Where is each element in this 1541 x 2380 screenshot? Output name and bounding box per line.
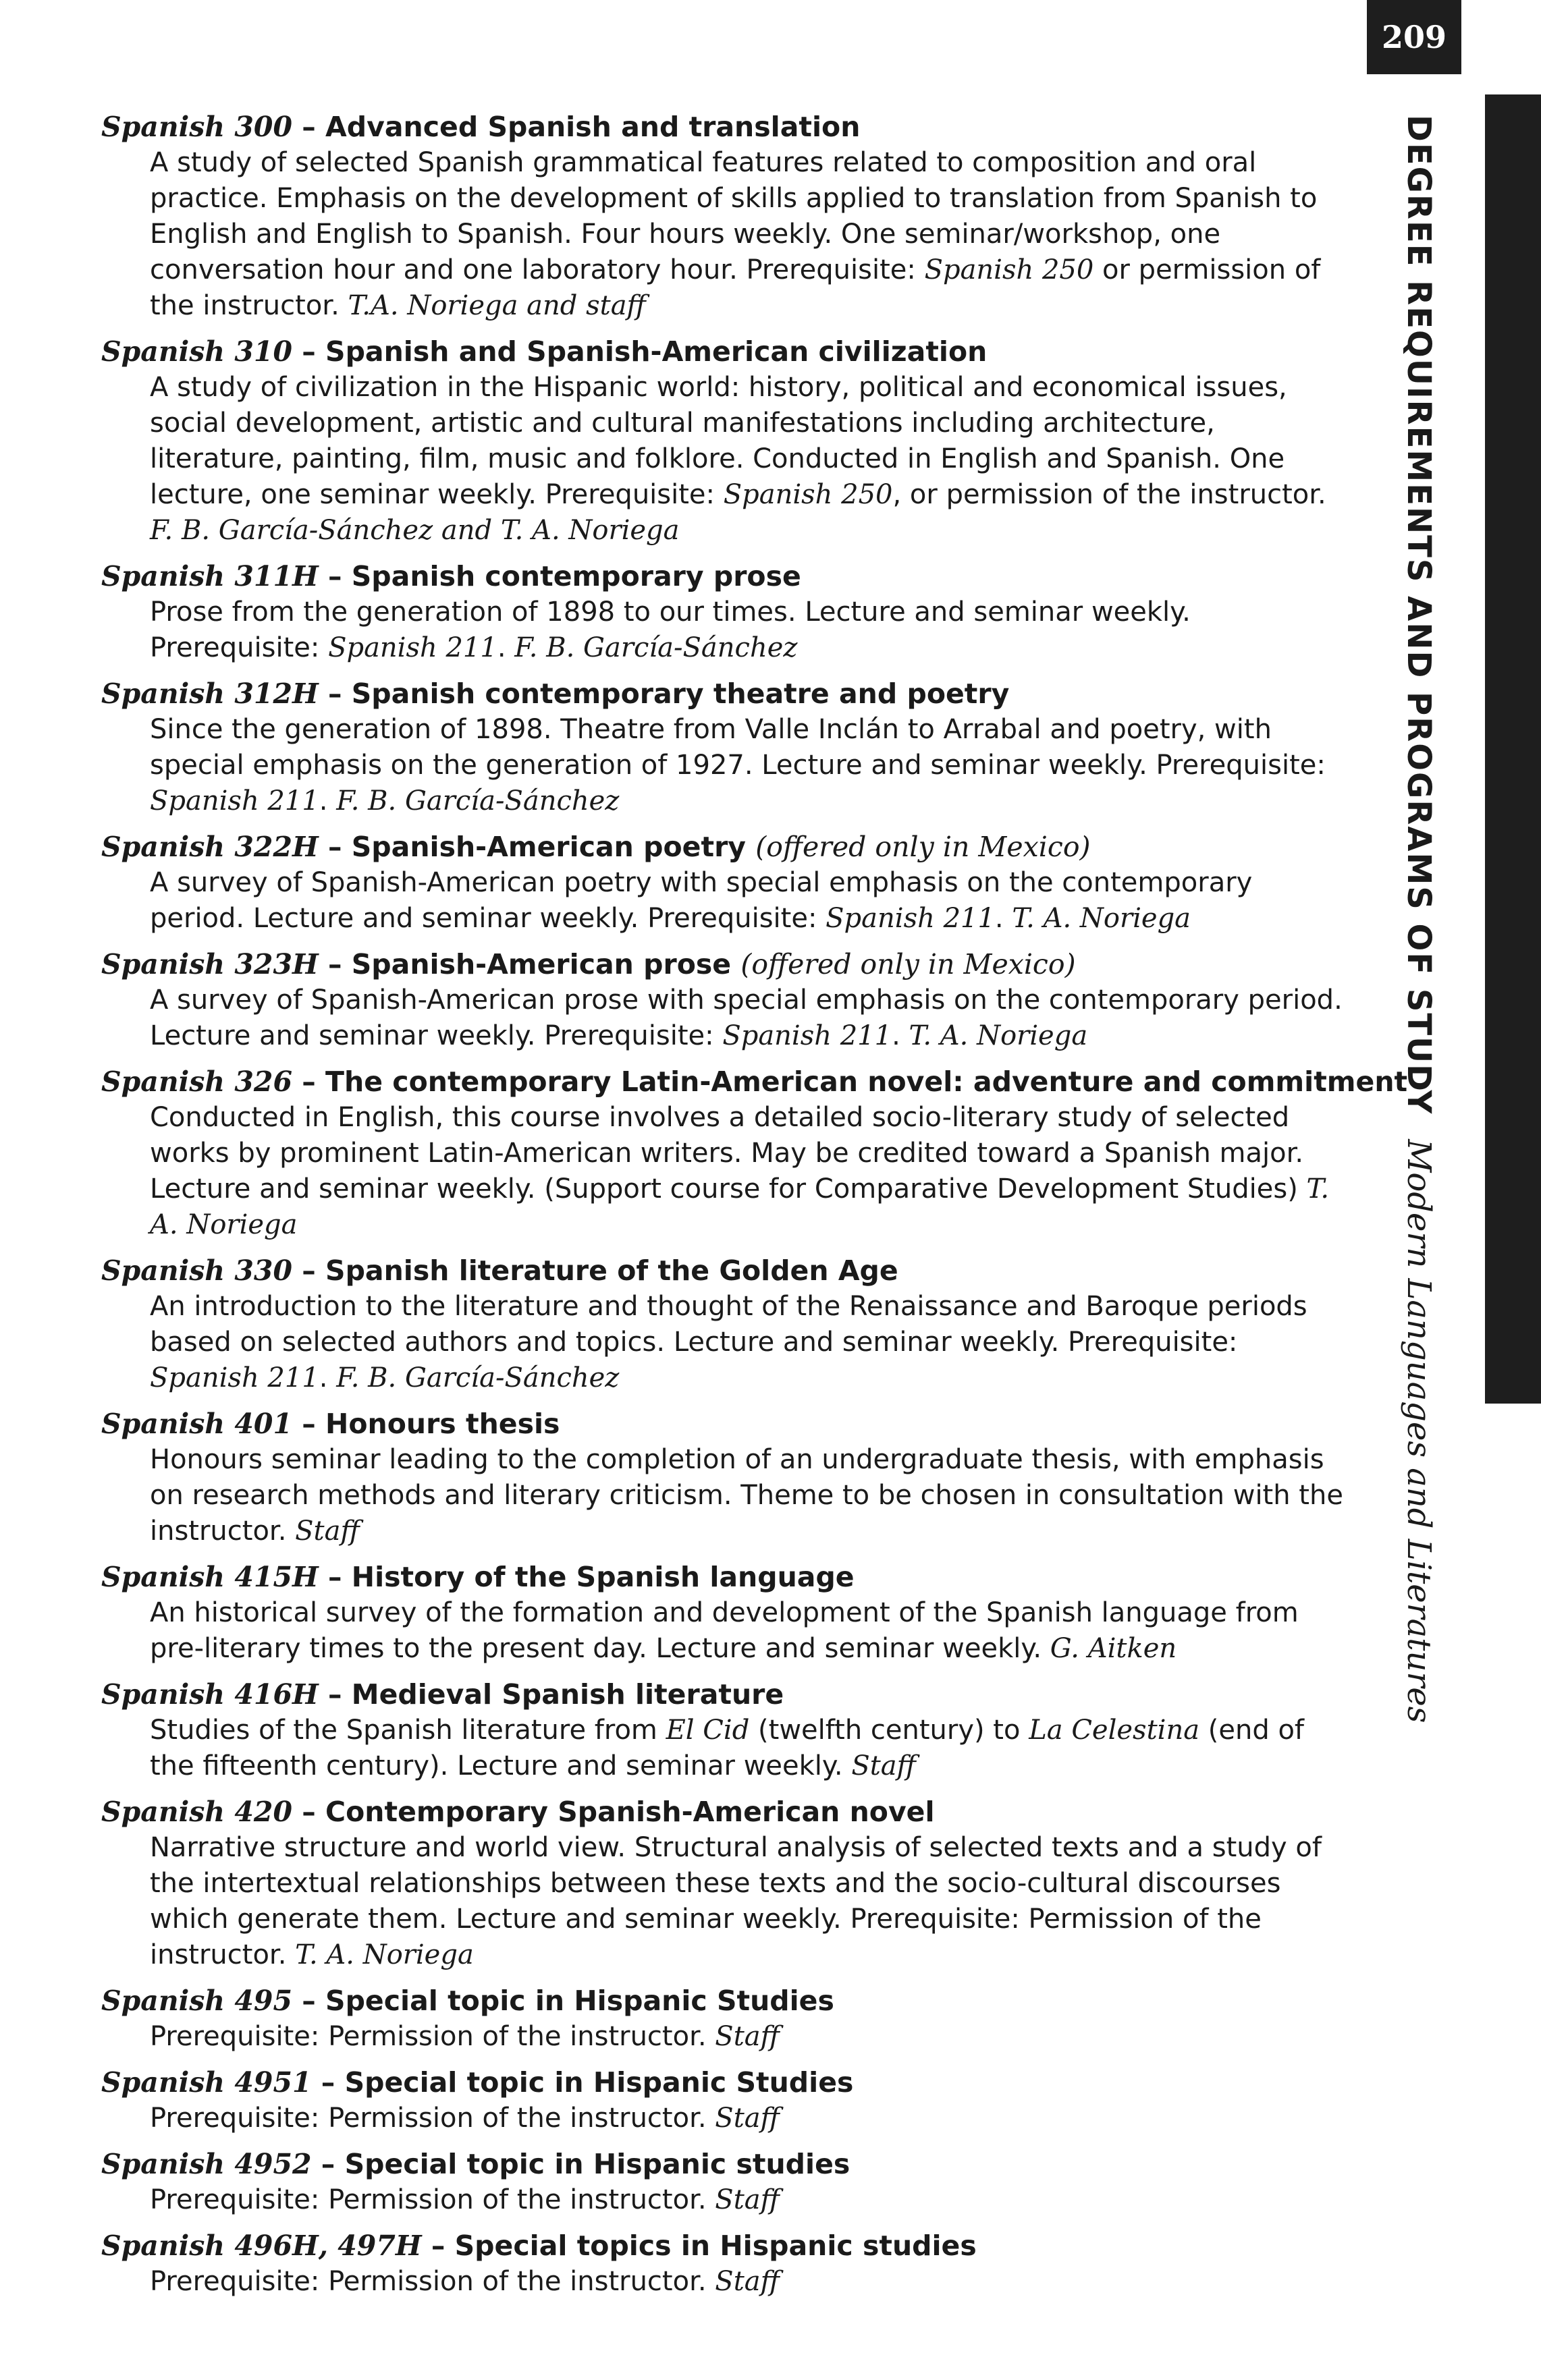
side-section-bar [1485,94,1541,1404]
course-separator: – [318,948,352,980]
course-instructor: Staff [851,1750,916,1781]
course-description [101,1100,1350,1243]
course-prerequisite: Spanish 211 [150,1362,319,1393]
course-separator: – [421,2230,455,2262]
course-prerequisite: Spanish 250 [924,254,1094,285]
course-code: Spanish 495 [101,1985,292,2017]
course-instructor: T. A. Noriega [295,1939,474,1970]
course-description-text: Honours seminar leading to the completion of an undergraduate thesis, with emphasis on research methods and literary criticism. Theme to be chosen in consultation with the instructor. [150,1444,1343,1547]
course-description-text: Since the generation of 1898. Theatre from Valle Inclán to Arrabal and poetry, with special emphasis on the generation of 1927. Lecture and seminar weekly. Prerequisite: [150,714,1326,781]
course-title: Advanced Spanish and translation [325,111,861,143]
work-title-la-celestina: La Celestina [1029,1715,1200,1746]
course-heading [101,676,1350,712]
course-instructor: Staff [715,2021,780,2052]
page-number: 209 [1367,0,1461,74]
course-title: Special topic in Hispanic Studies [325,1985,834,2017]
course-description-text-cont: or permission of the instructor. [150,254,1321,321]
course-code: Spanish 401 [101,1408,292,1440]
course-description-text: Conducted in English, this course involves a detailed socio-literary study of selected works by prominent Latin-American writers. May be credited toward a Spanish major. Lecture and seminar weekly. (Support course for Comparative Development Studies) [150,1102,1307,1205]
course-entry-spanish-310 [101,334,1350,549]
course-entry-spanish-4952 [101,2147,1350,2218]
course-instructor: Staff [715,2184,780,2215]
course-code: Spanish 4951 [101,2066,312,2099]
course-title: Spanish contemporary theatre and poetry [351,677,1010,710]
course-description [101,1289,1350,1396]
course-heading [101,829,1350,865]
course-instructor: T.A. Noriega and staff [348,290,646,321]
course-heading [101,1677,1350,1713]
course-description [101,594,1350,666]
course-entry-spanish-416h [101,1677,1350,1784]
course-description [101,865,1350,937]
course-description-text: An introduction to the literature and thought of the Renaissance and Baroque periods based on selected authors and topics. Lecture and seminar weekly. Prerequisite: [150,1291,1307,1358]
course-description-text: Narrative structure and world view. Structural analysis of selected texts and a study of the intertextual relationships between these texts and the socio-cultural discourses which generate them. Lecture and seminar weekly. Prerequisite: Permission of the instructor. [150,1832,1322,1970]
course-description [101,145,1350,324]
course-prerequisite: Spanish 211 [722,1020,892,1051]
course-entry-spanish-300 [101,109,1350,324]
course-description-text: A study of selected Spanish grammatical features related to composition and oral practice. Emphasis on the development of skills applied to translation from Spanish to English and English to Spanish. Four hours weekly. One seminar/workshop, one conversation hour and one laboratory hour. Prerequisite: [150,147,1318,285]
course-offering-note: (offered only in Mexico) [755,831,1091,863]
course-description [101,1713,1350,1784]
side-section-heading [1400,115,1438,1723]
course-entry-spanish-330 [101,1253,1350,1396]
course-description [101,1442,1350,1549]
course-description-text-cont: (end of the fifteenth century). Lecture and seminar weekly. [150,1715,1305,1781]
course-entry-spanish-495 [101,1983,1350,2055]
course-code: Spanish 415H [101,1561,319,1593]
course-code: Spanish 496H, 497H [101,2230,422,2262]
course-description [101,712,1350,819]
course-description [101,2182,1350,2218]
course-instructor: Staff [715,2103,780,2134]
course-heading [101,1559,1350,1595]
course-entry-spanish-322h [101,829,1350,937]
course-instructor: Staff [715,2266,780,2297]
course-code: Spanish 300 [101,111,292,143]
course-description-text: A survey of Spanish-American prose with special emphasis on the contemporary period. Lecture and seminar weekly. Prerequisite: [150,985,1343,1051]
course-title: Spanish literature of the Golden Age [325,1254,898,1287]
course-description-text: Prerequisite: Permission of the instructor. [150,2266,715,2297]
course-prerequisite: Spanish 211 [826,903,995,934]
course-code: Spanish 330 [101,1254,292,1287]
course-description-text: Studies of the Spanish literature from [150,1715,666,1746]
course-description-text: A survey of Spanish-American poetry with special emphasis on the contemporary period. Lecture and seminar weekly. Prerequisite: [150,867,1253,934]
section-subtitle: Modern Languages and Literatures [1400,1139,1438,1723]
course-separator: – [292,1254,326,1287]
course-heading [101,2065,1350,2101]
course-description-text-cont: , or permission of the instructor. [892,479,1326,510]
course-separator: – [292,1408,326,1440]
course-instructor: T. A. Noriega [1012,903,1191,934]
course-entry-spanish-311h [101,559,1350,666]
course-heading [101,2228,1350,2264]
course-description [101,2264,1350,2300]
course-title: The contemporary Latin-American novel: adventure and commitment [325,1066,1408,1098]
work-title-el-cid: El Cid [666,1715,750,1746]
course-separator: – [318,831,352,863]
course-code: Spanish 416H [101,1678,319,1711]
course-description [101,370,1350,549]
course-heading [101,559,1350,594]
course-heading [101,1406,1350,1442]
course-description-text-cont: . [497,632,515,663]
course-heading [101,2147,1350,2182]
course-code: Spanish 323H [101,948,319,980]
course-description [101,2019,1350,2055]
course-code: Spanish 4952 [101,2148,312,2180]
course-separator: – [318,1678,352,1711]
course-description-text-cont: . [892,1020,909,1051]
course-instructor: F. B. García-Sánchez [336,1362,620,1393]
course-instructor: F. B. García-Sánchez and T. A. Noriega [150,515,680,546]
course-title: History of the Spanish language [351,1561,855,1593]
course-separator: – [318,1561,352,1593]
section-title: DEGREE REQUIREMENTS AND PROGRAMS OF STUDY [1400,115,1438,1115]
course-heading [101,109,1350,145]
course-list [101,109,1408,2310]
course-heading [101,334,1350,370]
course-entry-spanish-312h [101,676,1350,819]
course-title: Special topic in Hispanic studies [344,2148,850,2180]
course-description-text-cont: . [319,785,337,817]
course-heading [101,1794,1350,1830]
course-prerequisite: Spanish 211 [150,785,319,817]
course-code: Spanish 310 [101,335,292,368]
course-entry-spanish-496h-497h [101,2228,1350,2300]
course-prerequisite: Spanish 211 [328,632,497,663]
course-title: Honours thesis [325,1408,560,1440]
course-code: Spanish 311H [101,560,319,592]
course-description-text-cont: . [994,903,1012,934]
course-instructor: F. B. García-Sánchez [514,632,798,663]
course-title: Spanish and Spanish-American civilization [325,335,988,368]
course-instructor: T. A. Noriega [150,1173,1330,1240]
course-offering-note: (offered only in Mexico) [740,948,1076,980]
course-title: Special topics in Hispanic studies [454,2230,977,2262]
course-separator: – [318,560,352,592]
course-entry-spanish-323h [101,947,1350,1054]
course-heading [101,1253,1350,1289]
course-separator: – [311,2066,345,2099]
course-title: Contemporary Spanish-American novel [325,1796,935,1828]
course-separator: – [292,1066,326,1098]
course-instructor: T. A. Noriega [909,1020,1088,1051]
course-entry-spanish-401 [101,1406,1350,1549]
course-prerequisite: Spanish 250 [723,479,893,510]
course-separator: – [318,677,352,710]
course-description-text: An historical survey of the formation and development of the Spanish language from pre-literary times to the present day. Lecture and seminar weekly. [150,1597,1299,1664]
course-description-text: A study of civilization in the Hispanic world: history, political and economical issues, social development, artistic and cultural manifestations including architecture, literature, painting, film, music and folklore. Conducted in English and Spanish. One lecture, one seminar weekly. Prerequisite: [150,372,1287,510]
course-entry-spanish-4951 [101,2065,1350,2136]
course-title: Spanish contemporary prose [351,560,801,592]
course-separator: – [311,2148,345,2180]
course-description-text: Prerequisite: Permission of the instructor. [150,2184,715,2215]
course-code: Spanish 322H [101,831,319,863]
course-code: Spanish 312H [101,677,319,710]
course-heading [101,1983,1350,2019]
course-entry-spanish-415h [101,1559,1350,1667]
course-heading [101,1064,1408,1100]
course-description [101,1830,1350,1973]
course-instructor: Staff [295,1516,360,1547]
course-code: Spanish 326 [101,1066,292,1098]
course-title: Special topic in Hispanic Studies [344,2066,854,2099]
course-description-text: Prerequisite: Permission of the instructor. [150,2103,715,2134]
course-heading [101,947,1350,983]
course-entry-spanish-420 [101,1794,1350,1973]
course-separator: – [292,335,326,368]
course-instructor: F. B. García-Sánchez [336,785,620,817]
course-title: Medieval Spanish literature [351,1678,784,1711]
course-instructor: G. Aitken [1050,1633,1177,1664]
course-description [101,2101,1350,2136]
course-separator: – [292,1796,326,1828]
course-title: Spanish-American poetry [351,831,747,863]
course-description-text-cont: . [319,1362,337,1393]
course-code: Spanish 420 [101,1796,292,1828]
course-separator: – [292,1985,326,2017]
course-separator: – [292,111,326,143]
course-title: Spanish-American prose [351,948,732,980]
course-description [101,983,1350,1054]
course-description-text: Prose from the generation of 1898 to our times. Lecture and seminar weekly. Prerequisite: [150,597,1191,663]
course-description [101,1595,1350,1667]
course-description-text-mid: (twelfth century) to [749,1715,1029,1746]
course-entry-spanish-326 [101,1064,1408,1243]
course-description-text: Prerequisite: Permission of the instructor. [150,2021,715,2052]
